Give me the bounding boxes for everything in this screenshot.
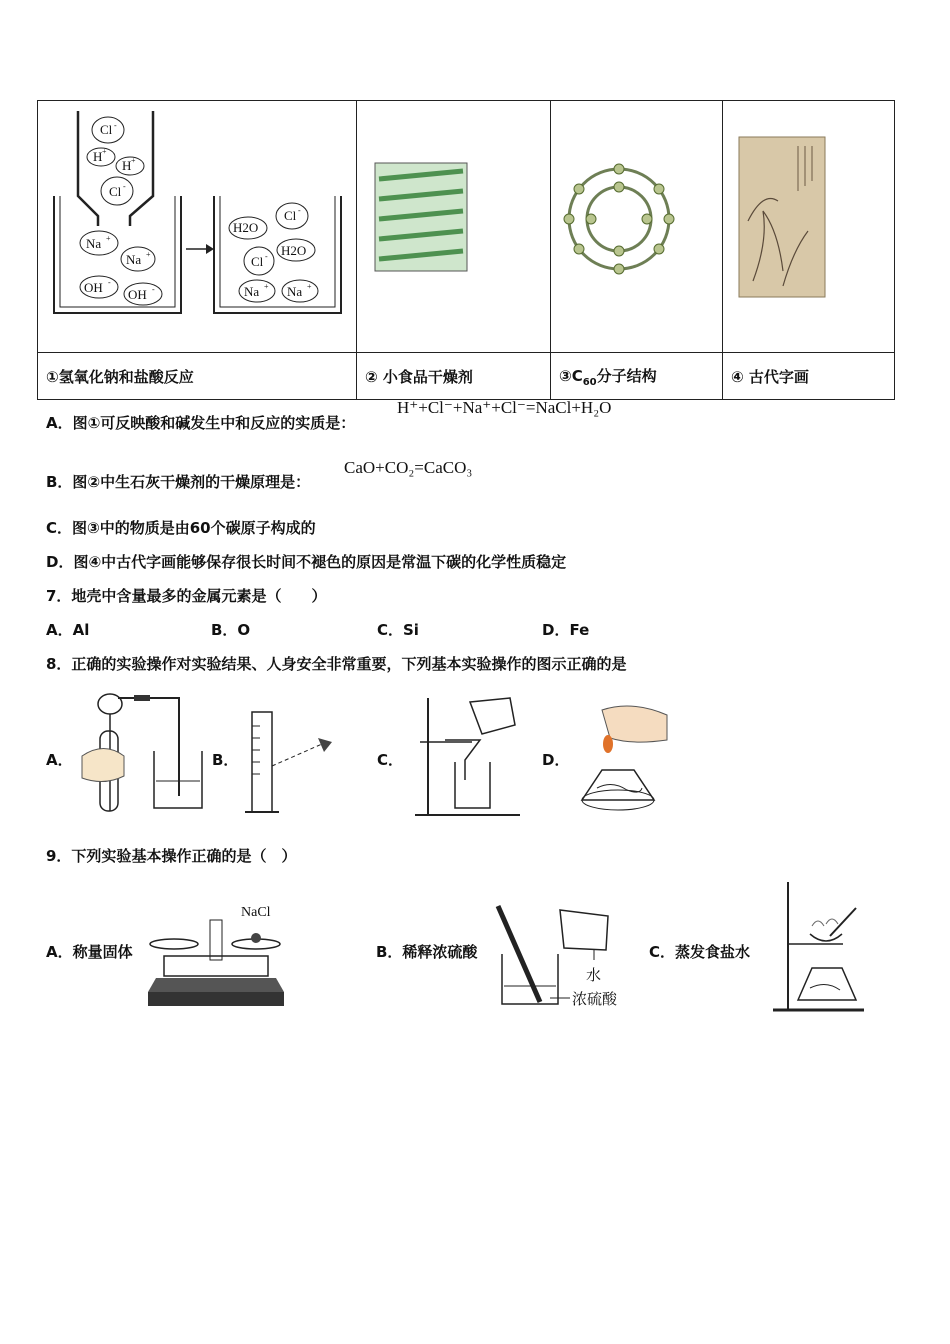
q8-stem: 8．正确的实验操作对实验结果、人身安全非常重要，下列基本实验操作的图示正确的是 <box>46 655 627 673</box>
q7-option-a: A．Al <box>46 621 90 639</box>
svg-text:-: - <box>114 121 117 130</box>
q8-alcohol-lamp-figure <box>572 700 672 820</box>
water-label: 水 <box>586 966 602 984</box>
c60-molecule-image <box>551 101 722 348</box>
q7-option-b: B．O <box>211 621 251 639</box>
acid-label: 浓硫酸 <box>572 990 618 1008</box>
q8-airtightness-check-figure <box>74 686 204 816</box>
svg-text:+: + <box>131 156 136 165</box>
ion-h-2: H <box>122 158 132 173</box>
q9-stem: 9．下列实验基本操作正确的是（ ） <box>46 847 297 865</box>
cell-painting-image <box>723 101 895 353</box>
q8-label-d: D． <box>542 751 570 769</box>
q9-option-a: A．称量固体 <box>46 943 133 961</box>
q7-stem: 7．地壳中含量最多的金属元素是（ ） <box>46 587 327 605</box>
neutralization-diagram <box>38 101 356 348</box>
q9-evaporation-figure <box>768 878 868 1016</box>
svg-text:-: - <box>152 285 155 294</box>
svg-text:+: + <box>146 250 151 259</box>
ancient-painting-image <box>723 101 894 348</box>
q6-option-a-formula: H⁺+Cl⁻+Na⁺+Cl⁻=NaCl+H₂O <box>397 398 612 417</box>
svg-text:+: + <box>264 282 269 291</box>
q9-option-b: B．稀释浓硫酸 <box>376 943 478 961</box>
q8-graduated-cylinder-figure <box>240 706 340 818</box>
q7-option-d: D．Fe <box>542 621 590 639</box>
ion-cl-2: Cl <box>109 184 122 199</box>
caption-2: ② 小食品干燥剂 <box>357 353 551 400</box>
q6-option-b-text: B．图②中生石灰干燥剂的干燥原理是： <box>46 473 311 491</box>
q9-dilution-figure <box>490 898 630 1010</box>
ion-cl-4: Cl <box>251 254 264 269</box>
figure-table <box>37 100 895 400</box>
ion-h2o-2: H2O <box>281 243 307 258</box>
svg-text:+: + <box>106 234 111 243</box>
desiccant-packet-image <box>357 101 550 348</box>
caption-4: ④ 古代字画 <box>723 353 895 400</box>
cell-neutralization-diagram <box>38 101 357 353</box>
ion-h-1: H <box>93 149 103 164</box>
caption-3-prefix: ③C <box>559 366 583 385</box>
ion-oh-1: OH <box>84 280 103 295</box>
q8-filtration-figure <box>410 690 530 820</box>
ion-h2o-1: H2O <box>233 220 259 235</box>
svg-text:-: - <box>108 278 111 287</box>
q7-option-c: C．Si <box>377 621 419 639</box>
cell-c60-image <box>551 101 723 353</box>
q6-option-a-text: A．图①可反映酸和碱发生中和反应的实质是： <box>46 414 356 432</box>
caption-3-sub: 60 <box>582 376 597 388</box>
q8-label-c: C． <box>377 751 404 769</box>
svg-text:+: + <box>102 147 107 156</box>
q6-option-b-formula: CaO+CO₂=CaCO₃ <box>344 458 473 477</box>
ion-cl-3: Cl <box>284 208 297 223</box>
q6-option-c: C．图③中的物质是由60个碳原子构成的 <box>46 519 316 537</box>
ion-cl-1: Cl <box>100 122 113 137</box>
svg-text:+: + <box>307 282 312 291</box>
ion-na-4: Na <box>287 284 303 299</box>
cell-desiccant-image <box>357 101 551 353</box>
nacl-label: NaCl <box>241 905 271 920</box>
ion-na-3: Na <box>244 284 260 299</box>
caption-3-label: 分子结构 <box>596 366 657 385</box>
q8-label-b: B． <box>212 751 239 769</box>
ion-na-2: Na <box>126 252 142 267</box>
svg-text:-: - <box>265 252 268 261</box>
caption-1: ①氢氧化钠和盐酸反应 <box>38 353 357 400</box>
q9-option-c: C．蒸发食盐水 <box>649 943 751 961</box>
q8-label-a: A． <box>46 751 73 769</box>
q9-balance-figure <box>146 896 286 1010</box>
ion-na-1: Na <box>86 236 102 251</box>
svg-text:-: - <box>298 206 301 215</box>
caption-3 <box>551 353 723 400</box>
q6-option-d: D．图④中古代字画能够保存很长时间不褪色的原因是常温下碳的化学性质稳定 <box>46 553 567 571</box>
ion-oh-2: OH <box>128 287 147 302</box>
svg-text:-: - <box>123 182 126 191</box>
